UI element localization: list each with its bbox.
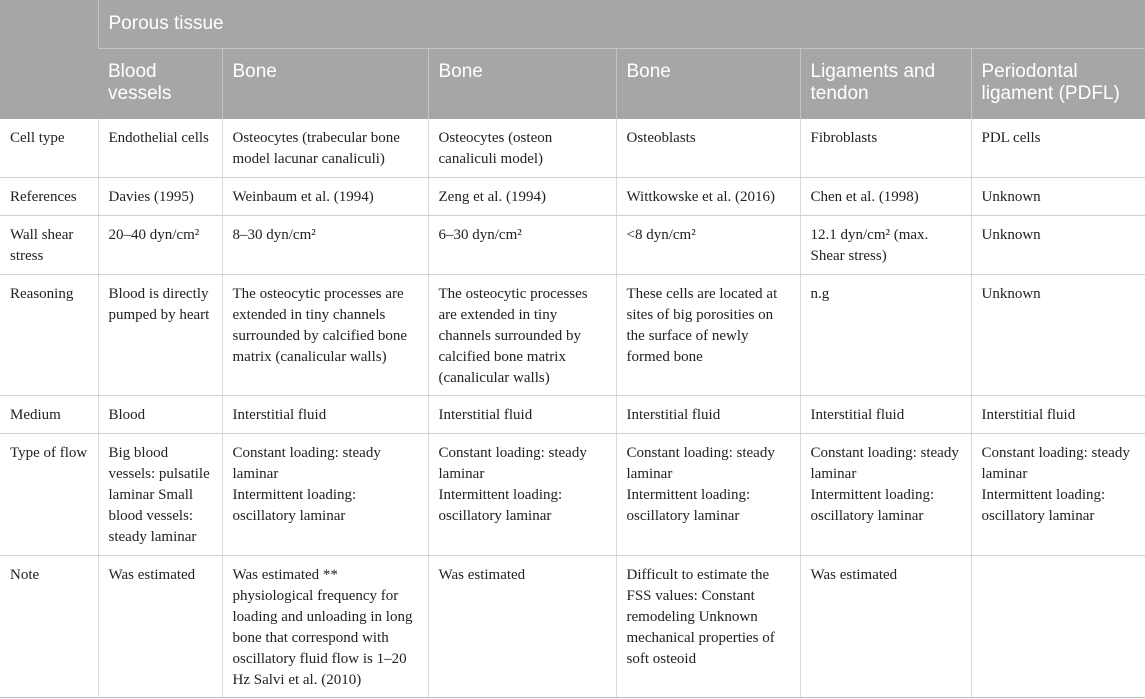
table-cell: Davies (1995) [98,178,222,216]
table-cell: Interstitial fluid [616,396,800,434]
table-cell: Big blood vessels: pulsatile laminar Small blood vessels: steady laminar [98,434,222,556]
table-cell: Osteoblasts [616,119,800,178]
table-row [0,275,1145,396]
column-header: Periodontal ligament (PDFL) [971,49,1145,119]
table-cell: Blood is directly pumped by heart [98,275,222,396]
row-label: Type of flow [0,434,98,556]
table-cell: Difficult to estimate the FSS values: Constant remodeling Unknown mechanical properties of soft osteoid [616,556,800,698]
table-cell: <8 dyn/cm² [616,216,800,275]
table-cell: Unknown [971,178,1145,216]
table-cell: Zeng et al. (1994) [428,178,616,216]
header-corner [0,0,98,119]
table-cell: Wittkowske et al. (2016) [616,178,800,216]
table-cell: Endothelial cells [98,119,222,178]
row-label: Cell type [0,119,98,178]
table-row [0,556,1145,698]
table-cell: 20–40 dyn/cm² [98,216,222,275]
table-cell: Unknown [971,216,1145,275]
row-label: Reasoning [0,275,98,396]
table-cell: Was estimated ** physiological frequency for loading and unloading in long bone that correspond with oscillatory fluid flow is 1–20 Hz Salvi et al. (2010) [222,556,428,698]
row-label: References [0,178,98,216]
column-header: Bone [616,49,800,119]
table-cell: Constant loading: steady laminar Intermittent loading: oscillatory laminar [616,434,800,556]
table-row [0,396,1145,434]
row-label: Wall shear stress [0,216,98,275]
table-cell: Was estimated [98,556,222,698]
table-row [0,434,1145,556]
table-cell: Osteocytes (osteon canaliculi model) [428,119,616,178]
table-cell: Interstitial fluid [800,396,971,434]
table-cell: Blood [98,396,222,434]
table-cell: Interstitial fluid [222,396,428,434]
row-label: Note [0,556,98,698]
table-header [0,0,1145,119]
table-row [0,119,1145,178]
column-header: Blood vessels [98,49,222,119]
table-cell: Weinbaum et al. (1994) [222,178,428,216]
table-cell: These cells are located at sites of big porosities on the surface of newly formed bone [616,275,800,396]
table-cell: n.g [800,275,971,396]
table-cell: 12.1 dyn/cm² (max. Shear stress) [800,216,971,275]
table-cell: 6–30 dyn/cm² [428,216,616,275]
table-cell: Osteocytes (trabecular bone model lacunar canaliculi) [222,119,428,178]
table-cell: Interstitial fluid [971,396,1145,434]
column-header: Bone [222,49,428,119]
row-label: Medium [0,396,98,434]
table-body [0,119,1145,698]
table-cell: Constant loading: steady laminar Intermittent loading: oscillatory laminar [222,434,428,556]
table-cell: Was estimated [800,556,971,698]
table-cell: Constant loading: steady laminar Intermittent loading: oscillatory laminar [971,434,1145,556]
column-header: Ligaments and tendon [800,49,971,119]
table-cell: The osteocytic processes are extended in tiny channels surrounded by calcified bone matrix (canalicular walls) [428,275,616,396]
column-header-row [0,49,1145,119]
table-cell: Chen et al. (1998) [800,178,971,216]
table-cell: Unknown [971,275,1145,396]
table-cell: 8–30 dyn/cm² [222,216,428,275]
table-cell: Interstitial fluid [428,396,616,434]
table-row [0,178,1145,216]
table-cell: Constant loading: steady laminar Intermittent loading: oscillatory laminar [428,434,616,556]
table-cell: Was estimated [428,556,616,698]
table-cell [971,556,1145,698]
table-cell: Constant loading: steady laminar Intermittent loading: oscillatory laminar [800,434,971,556]
table-cell: The osteocytic processes are extended in tiny channels surrounded by calcified bone matrix (canalicular walls) [222,275,428,396]
group-header: Porous tissue [98,0,1145,49]
table-cell: Fibroblasts [800,119,971,178]
column-header: Bone [428,49,616,119]
table-row [0,216,1145,275]
table-cell: PDL cells [971,119,1145,178]
